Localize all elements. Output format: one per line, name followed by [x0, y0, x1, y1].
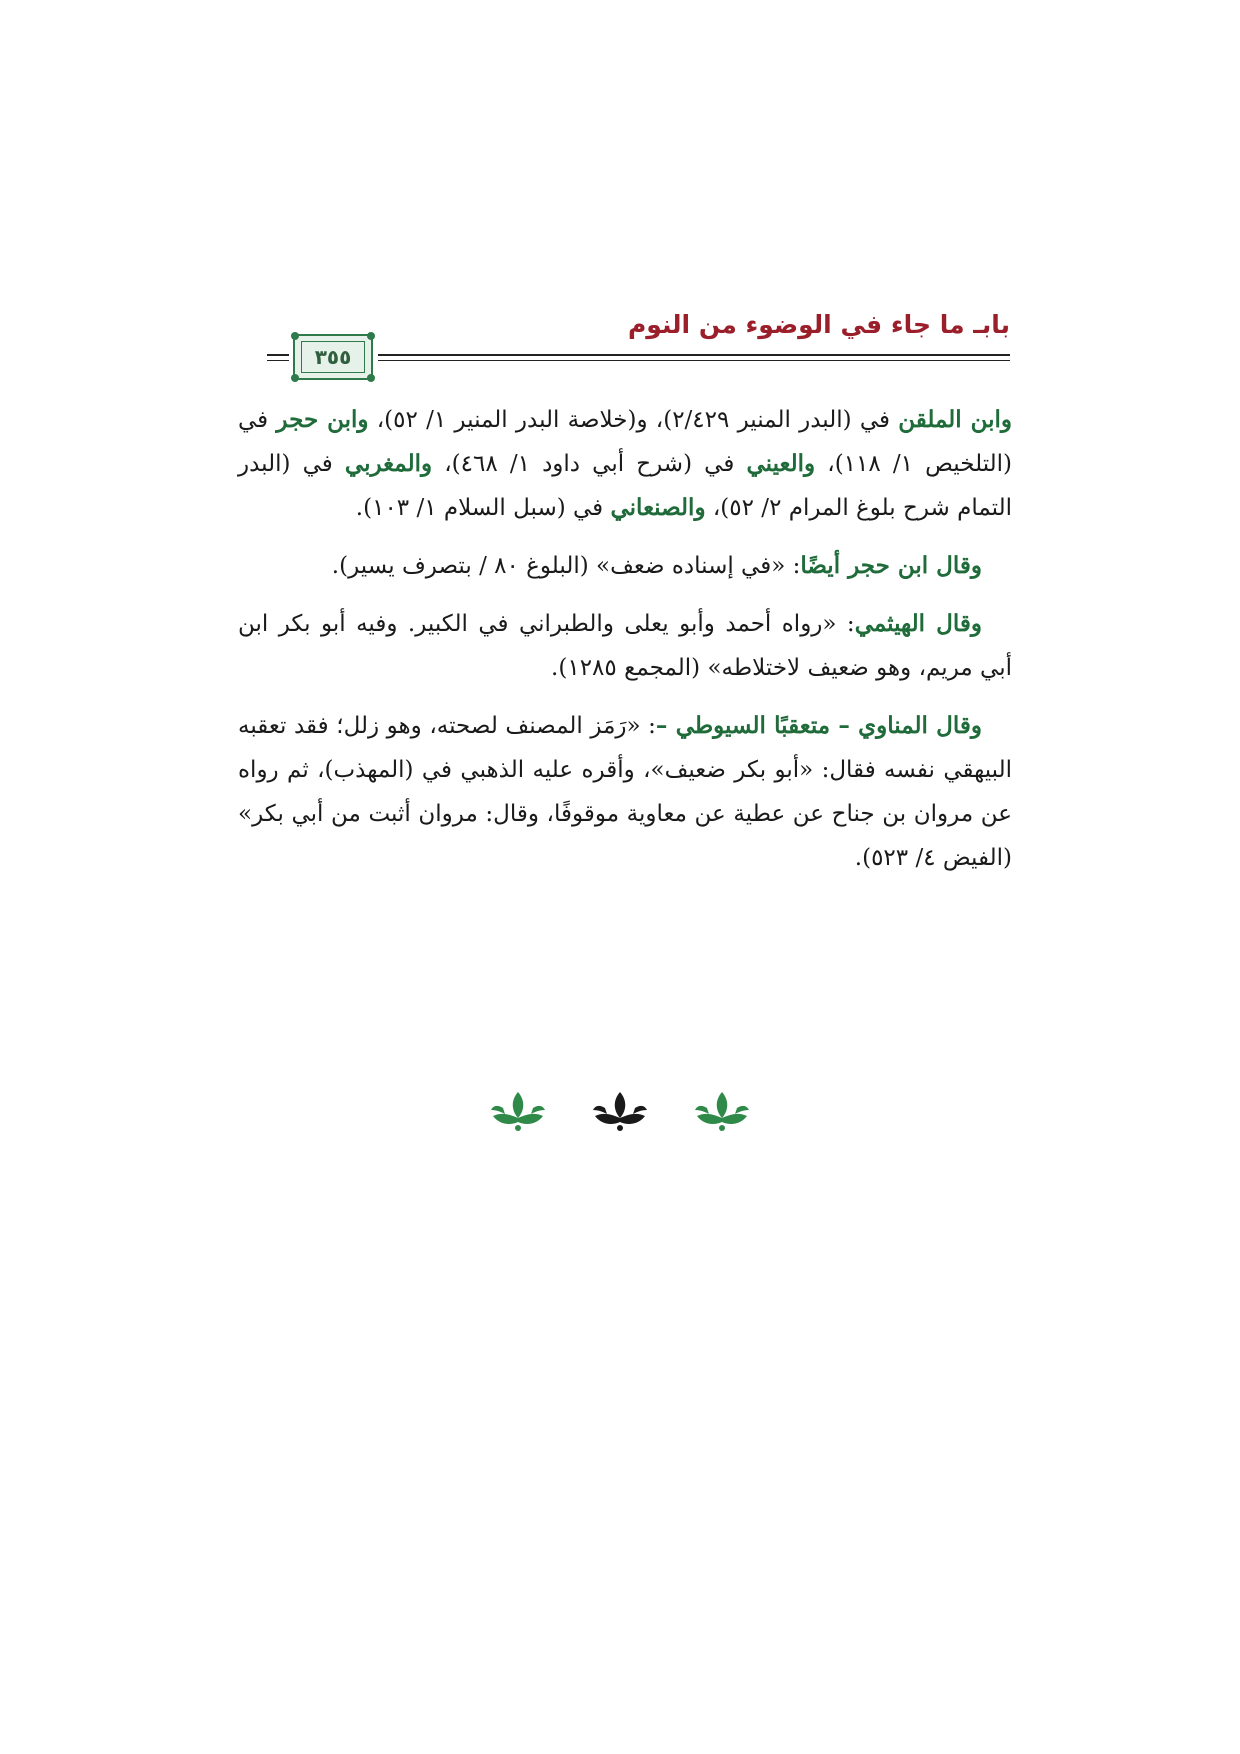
badge-corner-ornament: [291, 332, 299, 340]
chapter-title: بابـ ما جاء في الوضوء من النوم: [627, 310, 1010, 339]
lotus-ornament-icon: [489, 1088, 547, 1134]
citation-text: في (التلخيص ١/ ١١٨)،: [238, 407, 1013, 477]
quote-text: : «رواه أحمد وأبو يعلى والطبراني في الكبير. وفيه أبو بكر ابن أبي مريم، وهو ضعيف لاختلاطه» (المجمع ١٢٨٥).: [238, 611, 1012, 681]
citation-text: في (البدر المنير ٢/٤٢٩)، و(خلاصة البدر المنير ١/ ٥٢)،: [368, 407, 899, 433]
page-number: ٣٥٥: [301, 341, 365, 373]
header-rule-right-top: [378, 354, 1010, 356]
paragraph: [238, 398, 1012, 530]
quote-text: : «في إسناده ضعف» (البلوغ ٨٠ / بتصرف يسير).: [331, 553, 801, 579]
header-rule-left-top: [267, 354, 289, 356]
scholar-name: وقال الهيثمي: [854, 610, 982, 637]
scholar-name: وابن الملقن: [898, 406, 1013, 433]
badge-corner-ornament: [291, 374, 299, 382]
paragraph: [238, 704, 1012, 880]
scholar-name: وقال المناوي – متعقبًا السيوطي –: [655, 712, 982, 739]
paragraph: [238, 602, 1012, 690]
citation-text: في (شرح أبي داود ١/ ٤٦٨)،: [432, 451, 747, 477]
quote-text: : «رَمَز المصنف لصحته، وهو زلل؛ فقد تعقبه البيهقي نفسه فقال: «أبو بكر ضعيف»، وأقره عليه الذهبي في (المهذب)، ثم رواه عن مروان بن جناح عن عطية عن معاوية موقوفًا، وقال: مروان أثبت من أبي بكر» (الفيض ٤/ ٥٢٣).: [238, 713, 1012, 871]
citation-text: في (سبل السلام ١/ ١٠٣).: [355, 495, 611, 521]
lotus-ornament-icon: [591, 1088, 649, 1134]
header-rule-left-bottom: [267, 360, 289, 361]
scholar-name: والمغربي: [344, 450, 433, 477]
citation-text: في (البدر التمام شرح بلوغ المرام ٢/ ٥٢)،: [238, 451, 1012, 521]
page-number-badge: [293, 334, 373, 380]
scholar-name: والصنعاني: [610, 494, 706, 521]
badge-corner-ornament: [367, 374, 375, 382]
paragraph: [238, 544, 1012, 588]
header-rule-right-bottom: [378, 360, 1010, 361]
scholar-name: وابن حجر: [276, 406, 369, 433]
section-end-ornaments: [0, 1088, 1240, 1148]
scholar-name: وقال ابن حجر أيضًا: [800, 552, 982, 579]
badge-corner-ornament: [367, 332, 375, 340]
scholar-name: والعيني: [746, 450, 816, 477]
page-header: [240, 310, 1010, 390]
lotus-ornament-icon: [693, 1088, 751, 1134]
body-text: [238, 398, 1012, 894]
